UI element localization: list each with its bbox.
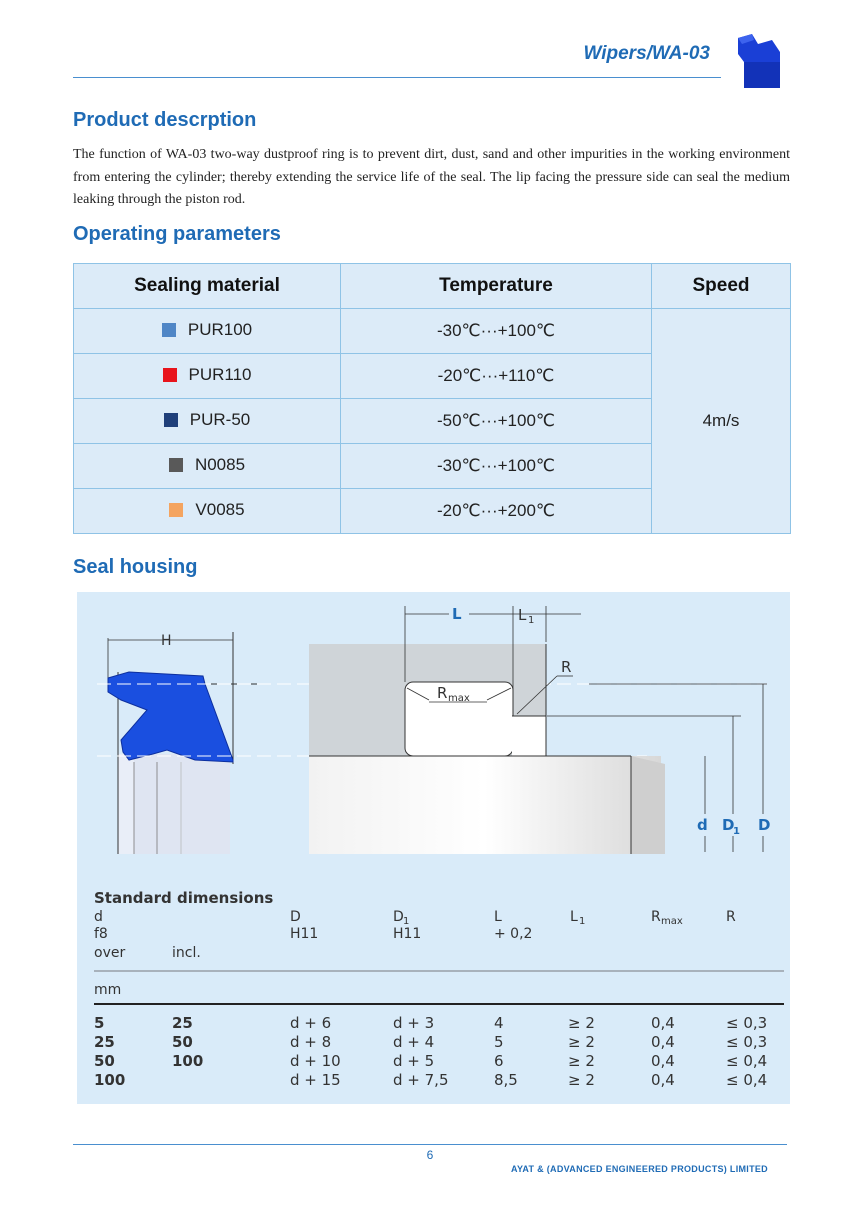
header-d1-sub: 1 <box>403 916 410 927</box>
temperature-cell: -50℃···+100℃ <box>341 399 652 444</box>
cell-rmax: 0,4 <box>651 1052 675 1070</box>
header-divider <box>73 77 721 78</box>
material-color-swatch <box>169 503 183 517</box>
cell-l1: ≥ 2 <box>568 1014 595 1032</box>
label-r: R <box>561 658 572 676</box>
material-cell <box>74 309 341 354</box>
material-name: PUR-50 <box>189 410 251 429</box>
cell-over: 50 <box>94 1052 115 1070</box>
column-header-material: Sealing material <box>74 264 341 309</box>
label-d1-sub: 1 <box>733 826 740 837</box>
temperature-cell: -20℃···+110℃ <box>341 354 652 399</box>
document-title: Wipers/WA-03 <box>583 43 710 64</box>
blue-wiper-profile-icon <box>734 32 782 90</box>
cell-r: ≤ 0,3 <box>726 1014 768 1032</box>
cell-rmax: 0,4 <box>651 1071 675 1089</box>
cell-l1: ≥ 2 <box>568 1033 595 1051</box>
material-name: N0085 <box>194 455 246 474</box>
header-l-tol: + 0,2 <box>494 926 533 942</box>
header-big-d: D <box>290 909 301 925</box>
seal-housing-diagram <box>77 592 790 1104</box>
header-d1-tol: H11 <box>393 926 422 942</box>
material-cell <box>74 444 341 489</box>
seal-housing-heading: Seal housing <box>73 556 198 578</box>
cell-rmax: 0,4 <box>651 1014 675 1032</box>
header-f8: f8 <box>94 926 108 942</box>
cell-r: ≤ 0,3 <box>726 1033 768 1051</box>
cell-big-d: d + 8 <box>290 1033 332 1051</box>
table-header-row <box>74 264 791 309</box>
column-header-speed: Speed <box>652 264 791 309</box>
cell-l: 5 <box>494 1033 504 1051</box>
standard-dimensions-title: Standard dimensions <box>94 889 274 907</box>
label-d1: D <box>722 816 735 834</box>
cell-incl: 100 <box>172 1052 204 1070</box>
material-color-swatch <box>162 323 176 337</box>
cell-l: 4 <box>494 1014 504 1032</box>
cell-over: 100 <box>94 1071 126 1089</box>
table-row <box>94 1014 767 1032</box>
product-description-heading: Product descrption <box>73 109 257 131</box>
table-row <box>94 1071 767 1089</box>
material-color-swatch <box>163 368 177 382</box>
cell-d1: d + 5 <box>393 1052 435 1070</box>
cell-r: ≤ 0,4 <box>726 1071 768 1089</box>
wiper-section-shade <box>134 754 230 854</box>
header-l: L <box>494 909 502 925</box>
piston-rod <box>309 756 661 854</box>
product-description-text: The function of WA-03 two-way dustproof ring is to prevent dirt, dust, sand and other impurities in the working environment from entering the cylinder; thereby extending the service life of the seal. The lip facing the pressure side can seal the medium leaking through the piston rod. <box>73 147 790 207</box>
material-name: PUR100 <box>187 320 253 339</box>
temperature-cell: -20℃···+200℃ <box>341 489 652 534</box>
cell-d1: d + 4 <box>393 1033 435 1051</box>
header-d1: D <box>393 909 404 925</box>
header-d: d <box>94 909 103 925</box>
header-rmax: R <box>651 909 661 925</box>
cell-over: 25 <box>94 1033 115 1051</box>
cell-l: 8,5 <box>494 1071 518 1089</box>
table-row <box>74 309 791 354</box>
cell-big-d: d + 10 <box>290 1052 341 1070</box>
footer-divider <box>73 1144 787 1145</box>
cell-rmax: 0,4 <box>651 1033 675 1051</box>
material-name: PUR110 <box>188 365 252 384</box>
label-rmax: R <box>437 684 448 702</box>
cell-l: 6 <box>494 1052 504 1070</box>
page-number: 6 <box>426 1148 434 1162</box>
temperature-cell: -30℃···+100℃ <box>341 444 652 489</box>
label-rmax-sub: max <box>448 693 470 704</box>
material-color-swatch <box>164 413 178 427</box>
operating-parameters-heading: Operating parameters <box>73 223 281 245</box>
label-big-d: D <box>758 816 771 834</box>
header-r: R <box>726 909 736 925</box>
cell-d1: d + 7,5 <box>393 1071 449 1089</box>
company-name: AYAT & (ADVANCED ENGINEERED PRODUCTS) LIMITED <box>510 1164 768 1174</box>
cell-r: ≤ 0,4 <box>726 1052 768 1070</box>
cell-big-d: d + 6 <box>290 1014 332 1032</box>
cell-l1: ≥ 2 <box>568 1052 595 1070</box>
label-l: L <box>452 605 462 623</box>
cell-incl: 25 <box>172 1014 193 1032</box>
table-row <box>94 1052 767 1070</box>
label-h: H <box>161 633 172 649</box>
cell-over: 5 <box>94 1014 105 1032</box>
seal-housing-panel <box>77 592 790 1104</box>
material-name: V0085 <box>195 500 245 519</box>
header-l1: L <box>570 909 578 925</box>
table-row <box>94 1033 767 1051</box>
label-l1-sub: 1 <box>528 615 535 626</box>
cell-big-d: d + 15 <box>290 1071 341 1089</box>
cell-d1: d + 3 <box>393 1014 435 1032</box>
material-cell <box>74 354 341 399</box>
wiper-profile-shape <box>108 672 233 762</box>
material-color-swatch <box>169 458 183 472</box>
header-over: over <box>94 945 126 961</box>
temperature-cell: -30℃···+100℃ <box>341 309 652 354</box>
material-cell <box>74 399 341 444</box>
label-l1: L <box>518 606 527 624</box>
header-big-d-tol: H11 <box>290 926 319 942</box>
unit-label: mm <box>94 982 122 998</box>
cell-incl: 50 <box>172 1033 193 1051</box>
cell-l1: ≥ 2 <box>568 1071 595 1089</box>
speed-cell: 4m/s <box>652 309 791 534</box>
material-cell <box>74 489 341 534</box>
header-l1-sub: 1 <box>579 916 586 927</box>
label-d: d <box>697 816 708 834</box>
operating-parameters-table <box>73 263 791 534</box>
column-header-temperature: Temperature <box>341 264 652 309</box>
header-rmax-sub: max <box>661 916 683 927</box>
header-incl: incl. <box>172 945 201 961</box>
